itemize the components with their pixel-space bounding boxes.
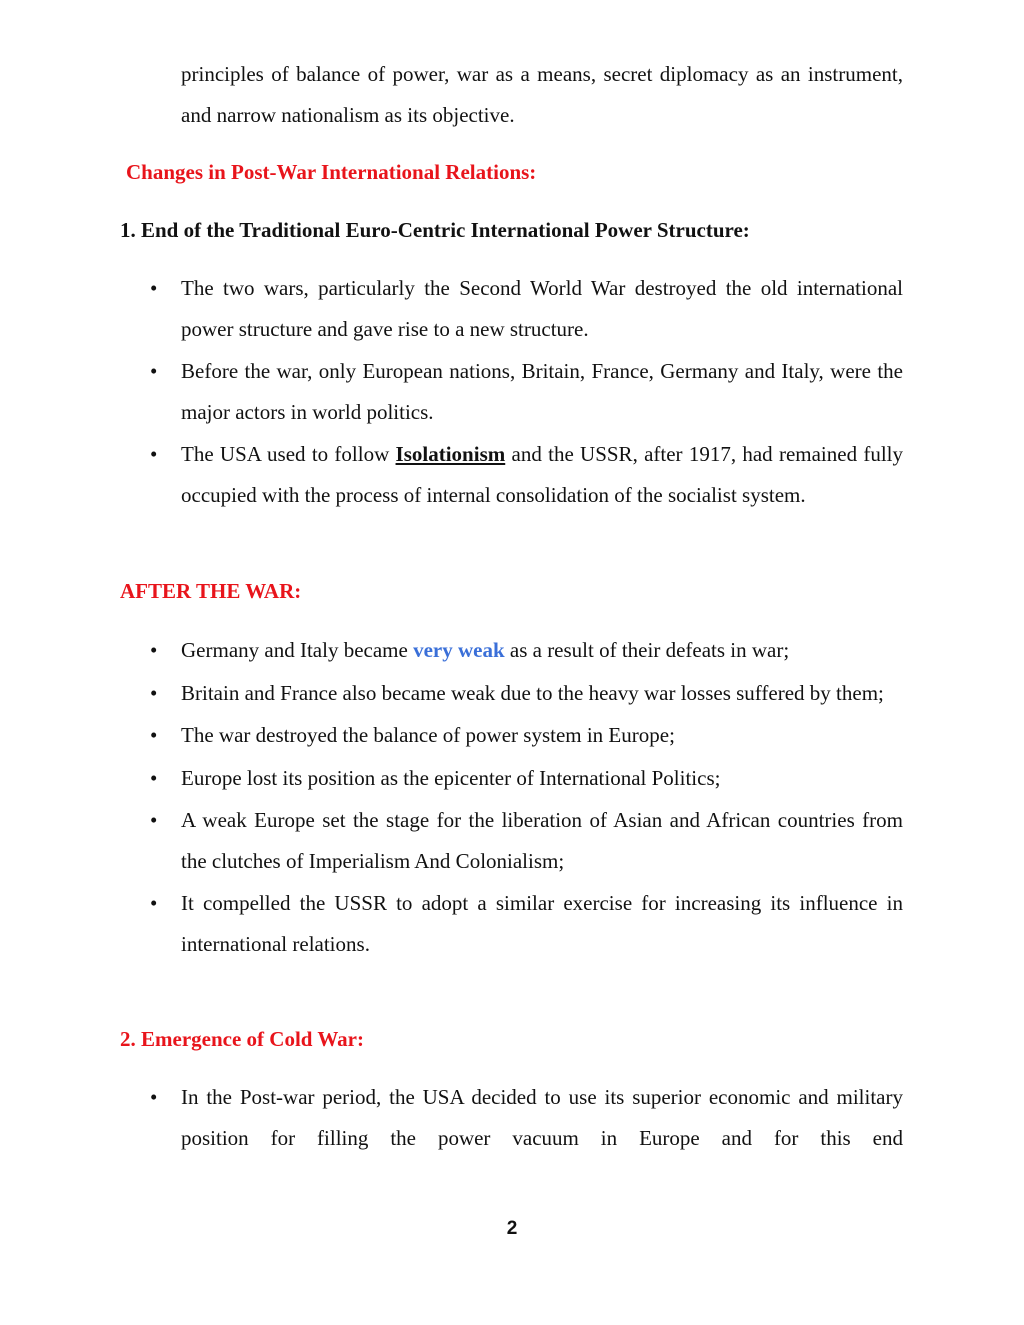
- section1-bullet-list: [181, 268, 903, 517]
- page-number: 2: [506, 1218, 518, 1239]
- list-item: • Europe lost its position as the epicenter of International Politics;: [181, 758, 903, 799]
- list-item: • Before the war, only European nations, Britain, France, Germany and Italy, were the major actors in world politics.: [181, 351, 903, 432]
- after-war-heading: AFTER THE WAR:: [120, 579, 302, 603]
- section1-heading: 1. End of the Traditional Euro-Centric International Power Structure:: [120, 218, 750, 242]
- list-item: • It compelled the USSR to adopt a similar exercise for increasing its influence in international relations.: [181, 883, 903, 964]
- very-weak-emphasis: very weak: [413, 638, 505, 662]
- list-item: • The war destroyed the balance of power system in Europe;: [181, 715, 903, 756]
- list-item: • Germany and Italy became very weak as a result of their defeats in war;: [181, 630, 903, 671]
- isolationism-emphasis: Isolationism: [395, 442, 506, 466]
- list-item: • The USA used to follow Isolationism and the USSR, after 1917, had remained fully occupied with the process of internal consolidation of the socialist system.: [181, 434, 903, 515]
- list-item: • The two wars, particularly the Second World War destroyed the old international power structure and gave rise to a new structure.: [181, 268, 903, 349]
- list-item: • A weak Europe set the stage for the liberation of Asian and African countries from the clutches of Imperialism And Colonialism;: [181, 800, 903, 881]
- intro-paragraph: [181, 54, 903, 135]
- after-war-bullet-list: [181, 630, 903, 966]
- section2-bullet-list: [181, 1077, 903, 1160]
- list-item: • Britain and France also became weak due to the heavy war losses suffered by them;: [181, 673, 903, 714]
- list-item: • In the Post-war period, the USA decided to use its superior economic and military position for filling the power vacuum in Europe and for this end: [181, 1077, 903, 1158]
- section2-heading: 2. Emergence of Cold War:: [120, 1027, 364, 1051]
- section-title: Changes in Post-War International Relations:: [126, 160, 537, 184]
- intro-text: principles of balance of power, war as a means, secret diplomacy as an instrument, and narrow nationalism as its objective.: [181, 62, 903, 127]
